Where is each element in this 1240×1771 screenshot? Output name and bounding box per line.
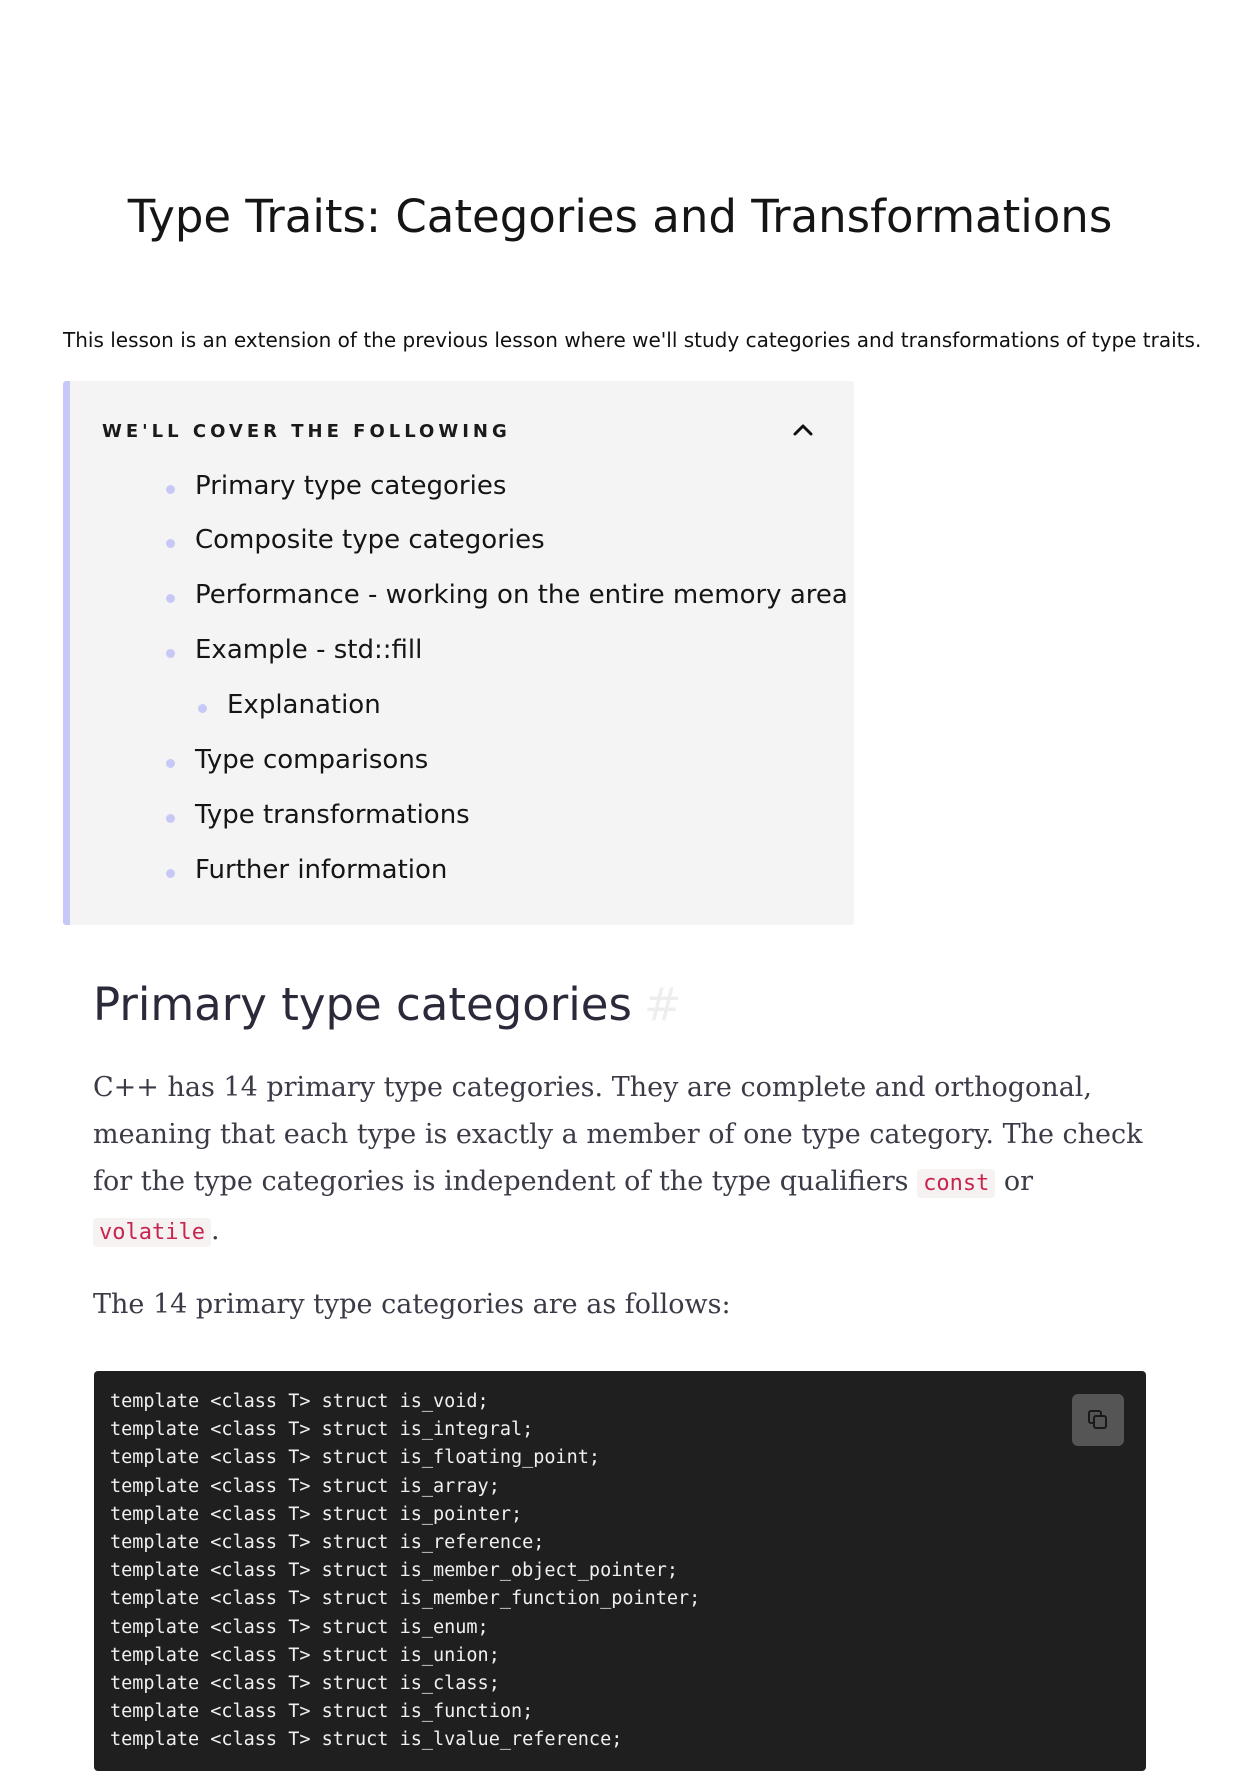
code-line: template <class T> struct is_integral; bbox=[110, 1419, 534, 1441]
categories-intro-paragraph: The 14 primary type categories are as follows: bbox=[93, 1289, 731, 1320]
toc-header: WE'LL COVER THE FOLLOWING bbox=[102, 421, 511, 442]
code-line: template <class T> struct is_enum; bbox=[110, 1616, 489, 1638]
code-line: template <class T> struct is_array; bbox=[110, 1475, 500, 1497]
paragraph-text-2: or bbox=[995, 1166, 1034, 1197]
heading-anchor-link[interactable]: # bbox=[643, 978, 682, 1031]
code-line: template <class T> struct is_class; bbox=[110, 1673, 500, 1695]
code-block bbox=[94, 1371, 1146, 1771]
code-line: template <class T> struct is_member_object_pointer; bbox=[110, 1560, 679, 1582]
code-line: template <class T> struct is_floating_point; bbox=[110, 1447, 601, 1469]
toc-item-further-information[interactable]: Further information bbox=[195, 855, 448, 885]
code-line: template <class T> struct is_union; bbox=[110, 1644, 500, 1666]
code-line: template <class T> struct is_member_function_pointer; bbox=[110, 1588, 701, 1610]
code-line: template <class T> struct is_function; bbox=[110, 1701, 534, 1723]
copy-icon bbox=[1085, 1407, 1111, 1433]
section-paragraph bbox=[93, 1064, 1153, 1256]
copy-code-button[interactable] bbox=[1072, 1394, 1124, 1446]
inline-code-volatile: volatile bbox=[93, 1218, 211, 1247]
table-of-contents bbox=[63, 381, 854, 925]
chevron-up-icon bbox=[788, 415, 818, 445]
code-line: template <class T> struct is_pointer; bbox=[110, 1503, 523, 1525]
toc-item-example-std-fill[interactable]: Example - std::fill bbox=[195, 635, 423, 665]
code-line: template <class T> struct is_void; bbox=[110, 1391, 489, 1412]
toc-item-primary-type-categories[interactable]: Primary type categories bbox=[195, 471, 507, 501]
page-title: Type Traits: Categories and Transformations bbox=[127, 190, 1113, 243]
toc-item-performance[interactable]: Performance - working on the entire memory area bbox=[195, 580, 848, 610]
section-heading-text: Primary type categories bbox=[93, 978, 632, 1031]
toc-item-type-comparisons[interactable]: Type comparisons bbox=[195, 745, 429, 775]
toc-item-type-transformations[interactable]: Type transformations bbox=[195, 800, 470, 830]
paragraph-text-1: C++ has 14 primary type categories. They are complete and orthogonal, meaning that each type is exactly a member of one type category. The check for the type categories is independent of the type qualifiers bbox=[93, 1072, 1143, 1197]
toc-collapse-toggle[interactable] bbox=[788, 415, 818, 445]
paragraph-text-3: . bbox=[210, 1215, 220, 1246]
inline-code-const: const bbox=[917, 1169, 995, 1198]
lesson-intro: This lesson is an extension of the previous lesson where we'll study categories and transformations of type traits. bbox=[63, 328, 1202, 352]
code-line: template <class T> struct is_lvalue_reference; bbox=[110, 1729, 623, 1751]
toc-item-explanation[interactable]: Explanation bbox=[227, 690, 381, 720]
section-heading bbox=[93, 978, 682, 1031]
code-line: template <class T> struct is_reference; bbox=[110, 1532, 545, 1554]
toc-item-composite-type-categories[interactable]: Composite type categories bbox=[195, 525, 545, 555]
